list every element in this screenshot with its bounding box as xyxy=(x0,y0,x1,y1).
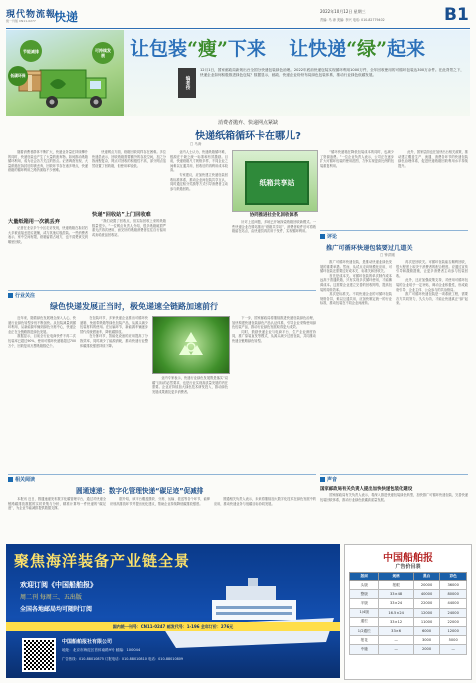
editor-tag: 编者按 xyxy=(178,68,196,98)
ad-line-1: 欢迎订阅《中国船舶报》 xyxy=(20,581,97,589)
industry-headline: 绿色快递发展正当时，极免递速全链路加速前行 xyxy=(50,302,218,311)
feature-col-4-text: 针对上述问题，多地已开始探索纸箱回收新模式。一些快递企业在驿站推出“纸箱共享站”，消费者取件后可将纸箱留在站点，由快递员再次用于发件，实现循环利用。 xyxy=(232,220,316,234)
ad-right-subtitle: 广告价目表 xyxy=(395,564,421,570)
title-quote-1: “瘦” xyxy=(187,38,228,60)
section-square-icon xyxy=(8,293,13,298)
badge-low-carbon: 低碳环保 xyxy=(8,66,28,86)
industry-label: 行业关注 xyxy=(8,292,35,299)
price-table-cell: 5000 xyxy=(440,636,467,645)
title-part-1: 让包装 xyxy=(130,38,188,60)
price-table-row xyxy=(350,590,467,599)
commentary-col-1-text: 推广可循环快递包装，是推动快递业绿色发展的重要举措。然而，从试点走向规模化应用，可循环包装还需要过好成本关、标准关和回收关。 首先是成本关。可循环包装的单次制作成本远高于普通纸箱，只有实现多次循环使用，才能摊薄成本。这需要企业建立完善的回收网络，提高包装的周转效率。 其次是标准关。不同快递企业的可循环包装规格各异，难以互通共用，应加快制定统一的行业标准，推动包装在不同企业间流转。 xyxy=(320,260,392,306)
price-table-cell: 2000 xyxy=(413,645,440,654)
green-delivery-illustration xyxy=(6,30,124,116)
date-line: 2022年10月12日 星期三 xyxy=(320,9,366,14)
price-table-cell: 6000 xyxy=(413,626,440,635)
price-table-cell: 24000 xyxy=(440,608,467,617)
price-table-cell: 16.5×24 xyxy=(379,608,413,617)
ad-publisher: 中国船舶报社有限公司 xyxy=(62,639,113,645)
ad-qr-code xyxy=(22,638,56,672)
price-table-cell: — xyxy=(379,645,413,654)
photo-caption: 协同推进社会化回收体系 xyxy=(249,213,299,218)
feature-col-5-text: “循环快递箱在降低包装成本的同时，也减少了资源浪费。”一位企业负责人表示，公司正在逐步扩大可循环包装的使用范围，力争实现更高比例的包装重复利用。 xyxy=(320,150,394,168)
voice-headline: 国家邮政局有关负责人提出加快快递包装化建设 xyxy=(320,487,413,492)
feature-col-1-text: 随着消费者群体不断扩大，快递业务量在持续攀升的同时，快递包装也产生了大量的废弃物。如何推动纸箱循环利用，成为社会各方关注的热点。记者调查发现，大量纸箱在拆封后即被丢弃，回收环节存在诸多堵点，快递纸箱的循环利用之路仍面临不少困难。 xyxy=(8,150,88,173)
voice-label: 声音 xyxy=(320,476,337,483)
ship-graphic-icon xyxy=(156,578,340,654)
recycling-symbol-image xyxy=(152,316,230,374)
industry-col-3-text: 业内专家表示，快递行业绿色发展既是落实“双碳”目标的必然要求，也是行业实现高质量发展的内在需要。企业应持续加大绿色技术研发投入，推动绿色发展成果惠及更多消费者。 xyxy=(152,376,228,394)
title-quote-2: “绿” xyxy=(346,38,388,60)
commentary-col-2-text: 再次是回收关。可循环包装能否顺利回收，很大程度上取决于消费者的配合程度。应通过宣传引导和激励措施，让更多消费者主动参与包装回收。 此外，还应加强政策支持，对使用可循环包装的企业给予一定补贴，调动企业积极性，形成政府引导、企业主体、公众参与的共治格局。 推广可循环快递包装是一项系统工程，需要各方共同努力，久久为功，才能让快递真正“绿”起来。 xyxy=(396,260,468,306)
price-table-cell: 1/4版 xyxy=(350,608,379,617)
feature-col-2-text: 快递网点方面，纸箱回收同样存在困难。多位快递员表示，回收纸箱需要额外的存放空间，加之分拣流程复杂，网点对回收的积极性不高，部分网点虽然设置了回收箱，但使用率较低。 xyxy=(92,150,166,168)
industry-col-2-text: 在包装环节，多家快递企业推出可循环快递箱、免胶带纸箱等绿色包装产品，从源头减少包装材料的使用。在运输环节，新能源车辆逐步替代传统燃油车，降低碳排放。 在分拣环节，智能化设备的应用提高了分拣效率，同时减少了能源消耗，推动快递行业整体碳排放强度持续下降。 xyxy=(80,316,148,348)
feature-headline: 快递纸箱循环卡在哪儿? xyxy=(195,131,301,142)
section-square-icon xyxy=(320,477,325,482)
price-table-cell: 3000 xyxy=(413,636,440,645)
price-table-cell: 半版 xyxy=(350,599,379,608)
price-table-cell: 36000 xyxy=(440,581,467,590)
industry-col-1-text: 近年来，随着绿色发展理念深入人心，快递行业绿色转型步伐不断加快。从包装减量到循环利用，从新能源车辆到绿色分拣中心，快递企业正在全链路推进绿色发展。 数据显示，目前全行业电商快件不再二次包装率已超过90%，使用可循环快递箱超过700万个，回收复用瓦楞纸箱数亿个。 xyxy=(8,316,76,348)
feature-byline: □ 马涛 xyxy=(190,142,202,146)
paper-meta: 統一刊號 CN11-0277 xyxy=(6,19,36,23)
recycling-station-photo xyxy=(232,150,318,212)
ad-right-title: 中国船舶报 xyxy=(383,553,433,564)
voice-text: 国家邮政局有关负责人表示，将深入推进快递包装绿色转型，加快推广可循环快递包装，完善快递包装回收体系，推动行业绿色低碳高质量发展。 xyxy=(320,493,468,502)
title-part-3: 让快递 xyxy=(289,38,347,60)
title-part-4: 起来 xyxy=(387,38,426,60)
page-number: B1 xyxy=(444,5,469,25)
price-table-cell: 80000 xyxy=(440,590,467,599)
price-table-cell: 12000 xyxy=(413,608,440,617)
price-table-cell: 整版 xyxy=(350,590,379,599)
related-text-2: 据介绍，该平台覆盖揽收、分拣、运输、派送等各个环节，能够识别高排放环节并提出优化建议，帮助企业持续降低碳排放强度。 xyxy=(110,497,210,506)
green-truck-icon xyxy=(36,64,114,110)
price-table-row xyxy=(350,608,467,617)
commentary-byline: □ 钟洪刚 xyxy=(380,253,395,257)
price-table-row xyxy=(350,599,467,608)
price-table-cell: 中缝 xyxy=(350,645,379,654)
price-table-cell: 33×48 xyxy=(379,590,413,599)
price-table-cell: 33×24 xyxy=(379,599,413,608)
banner xyxy=(6,30,470,116)
editor-note: 12月1日，国家邮政局新规出台全国分快递包装绿色治理。2022年底前快递包装实现循环利用1000万件，全年回收使用的可循环包装达300万余件。在此背景之下，快递企业如何积极推进绿色包装？数据显示，邮政、快递企业纷纷布局绿色包装体系，推动行业绿色低碳发展。 xyxy=(200,68,464,78)
price-table-row xyxy=(350,636,467,645)
price-table-cell: 22000 xyxy=(440,617,467,626)
feature-col-6-text: 此外，国家层面也在加快出台相关政策，推动建立覆盖生产、流通、消费各环节的快递包装绿色治理体系，促进快递纸箱回收利用水平持续提升。 xyxy=(398,150,468,168)
price-table-row xyxy=(350,626,467,635)
price-table-cell: 40000 xyxy=(413,590,440,599)
price-table-cell: — xyxy=(440,645,467,654)
title-part-2: 下来 xyxy=(227,38,266,60)
price-table-cell: 报花 xyxy=(350,636,379,645)
feature-col-2-text-2: “我们设置了回收点，但实际回收上来的纸箱数量很少。”一位网点负责人介绍，很多纸箱破损严重无法再次使用，而完好的纸箱消费者往往自行留用或卖给废品回收站。 xyxy=(92,219,166,237)
ad-right-price-table xyxy=(344,544,472,680)
section-square-icon xyxy=(8,477,13,482)
price-table-row xyxy=(350,617,467,626)
price-table xyxy=(349,572,467,655)
feature-subhead-1: 大量纸箱用一次就丢弃 xyxy=(8,219,60,225)
price-table-cell: 通栏 xyxy=(350,617,379,626)
price-table-cell: 头版 xyxy=(350,581,379,590)
commentary-label: 评论 xyxy=(320,233,337,240)
price-table-cell: 33×6 xyxy=(379,626,413,635)
price-table-cell: 1/2通栏 xyxy=(350,626,379,635)
price-table-cell: 20000 xyxy=(413,581,440,590)
industry-col-4-text: 下一步，国家邮政局将继续推进快递包装绿色治理，加快构建快递包装绿色产品认证体系，引导企业采购使用绿色包装产品，推动行业绿色发展取得更大成效。 同时，鼓励快递企业与电商平台、生产企业深度协同，推广原装直发等模式，从源头减少过度包装，共同推动快递全链路绿色转型。 xyxy=(232,316,316,343)
related-headline: 圆通速递：数字化管理快递“碳足迹”促减排 xyxy=(76,487,204,495)
badge-sustainable: 可持续发展 xyxy=(92,42,114,64)
ad-left xyxy=(6,544,340,678)
banner-title xyxy=(130,34,466,60)
related-text-1: 本报讯 近日，圆通速递发布数字化碳管理平台，通过对快递全链路碳排放数据的实时采集与分析，精准计算每一件快递的“碳足迹”，为企业节能减排提供数据支撑。 xyxy=(8,497,106,511)
feature-col-3-text: 业内人士认为，快递纸箱循环难，根源在于缺乏统一标准和有效激励。目前，快递纸箱尺寸规格多样，不同企业之间难以互通共用，回收后的再利用成本较高。 专家建议，应加快建立快递包装回收标准体系，推动企业间包装共享互认，同时通过积分奖励等方式引导消费者主动参与纸箱回收。 xyxy=(170,150,228,191)
ad-line-3: 全国各地邮局均可随时订阅 xyxy=(20,606,93,613)
feature-col-1-text-2: 记者在北京多个小区走访发现，快递纸箱在拆封后大多被直接丢进垃圾桶，或与其他垃圾混装。一些消费者表示，家中空间有限，纸箱留着占地方，也不清楚该交到哪里回收。 xyxy=(8,226,88,244)
price-table-cell: 12000 xyxy=(440,626,467,635)
related-text-3: 圆通相关负责人表示，未来将继续加大数字化技术在绿色发展中的应用，推动快递业务与低碳目标协同发展。 xyxy=(214,497,316,506)
feature-subhead-2: 快递“回收站”上门回收难 xyxy=(92,212,151,218)
recycling-station-sign: 纸箱共享站 xyxy=(245,161,309,205)
ad-phone: 广告热线：010-88010875 订报电话：010-88010810 电话：010-88010809 xyxy=(62,657,184,661)
price-table-cell: 44000 xyxy=(440,599,467,608)
editors-line: 责编: 马 涛 美编: 李兴 电话: 010-82779402 xyxy=(320,18,385,22)
ad-headline: 聚焦海洋装备产业链全景 xyxy=(14,552,191,570)
masthead xyxy=(6,6,470,29)
related-label: 相关阅读 xyxy=(8,476,35,483)
ad-issue-info: 国内统一刊号：CN11-0247 邮发代号：1-196 全年订价：276元 xyxy=(6,622,340,631)
paper-name: 現代物流報 xyxy=(6,10,57,20)
price-table-row xyxy=(350,645,467,654)
price-table-cell: 33×12 xyxy=(379,617,413,626)
price-table-cell: 报眼 xyxy=(379,581,413,590)
section-square-icon xyxy=(320,234,325,239)
badge-energy-saving: 节能减排 xyxy=(20,40,42,62)
section-name: 快递 xyxy=(54,10,79,24)
ad-line-2: 周二刊 每周三、五出版 xyxy=(20,594,82,601)
ad-address: 地址：北京市海淀区首体南路9号 邮编：100044 xyxy=(62,648,141,652)
price-table-cell: — xyxy=(379,636,413,645)
price-table-cell: 22000 xyxy=(413,599,440,608)
price-table-cell: 11000 xyxy=(413,617,440,626)
feature-kicker: 消费者抛弃、快递网点紧缺 xyxy=(217,120,278,126)
price-table-header: 版面 规格 黑白 彩色 xyxy=(350,573,467,581)
commentary-headline: 推广可循环快递包装要过几道关 xyxy=(326,245,413,252)
recycle-icon xyxy=(175,329,207,361)
price-table-row xyxy=(350,581,467,590)
